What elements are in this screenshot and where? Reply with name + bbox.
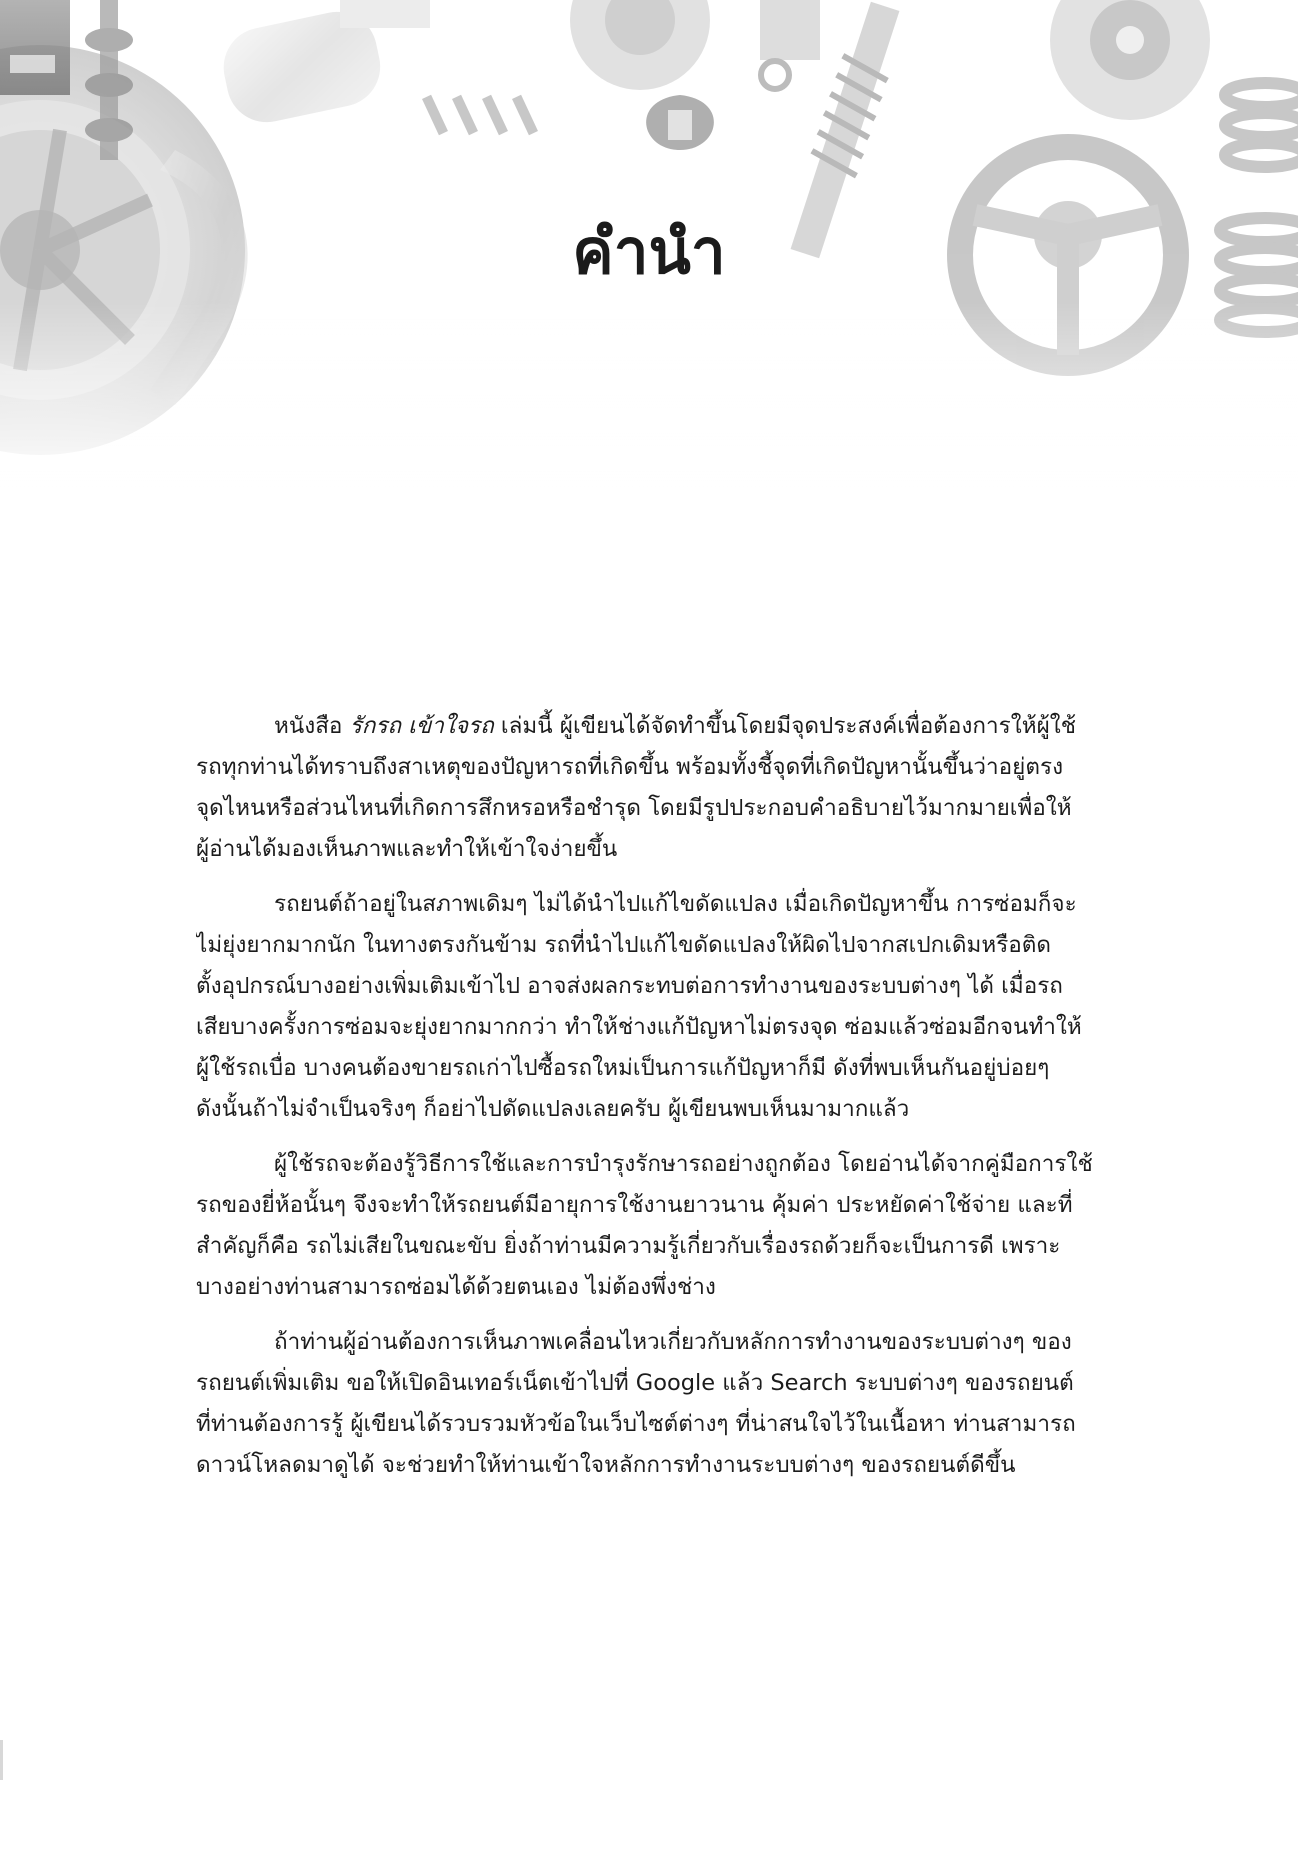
- paragraph-line: [196, 706, 1182, 747]
- paragraph-line: ดาวน์โหลดมาดูได้ จะช่วยทำให้ท่านเข้าใจหลักการทำงานระบบต่างๆ ของรถยนต์ดีขึ้น: [196, 1452, 1016, 1478]
- paragraph-line: ที่ท่านต้องการรู้ ผู้เขียนได้รวบรวมหัวข้อในเว็บไซต์ต่างๆ ที่น่าสนใจไว้ในเนื้อหา ท่านสามารถ: [196, 1411, 1076, 1437]
- paragraph-line: รถยนต์ถ้าอยู่ในสภาพเดิมๆ ไม่ได้นำไปแก้ไขดัดแปลง เมื่อเกิดปัญหาขึ้น การซ่อมก็จะ: [274, 891, 1077, 917]
- paragraph-line: จุดไหนหรือส่วนไหนที่เกิดการสึกหรอหรือชำรุด โดยมีรูปประกอบคำอธิบายไว้มากมายเพื่อให้: [196, 795, 1072, 821]
- page-edge-mark: [0, 1740, 3, 1780]
- brake-disc-icon: [570, 0, 710, 90]
- paragraph-line: ดังนั้นถ้าไม่จำเป็นจริงๆ ก็อย่าไปดัดแปลงเลยครับ ผู้เขียนพบเห็นมามากแล้ว: [196, 1096, 910, 1122]
- paragraph-line: ผู้ใช้รถจะต้องรู้วิธีการใช้และการบำรุงรักษารถอย่างถูกต้อง โดยอ่านได้จากคู่มือการใช้: [274, 1151, 1093, 1177]
- text-run: หนังสือ: [274, 713, 350, 739]
- paragraph-line: ผู้ใช้รถเบื่อ บางคนต้องขายรถเก่าไปซื้อรถใหม่เป็นการแก้ปัญหาก็มี ดังที่พบเห็นกันอยู่บ่อยๆ: [196, 1055, 1050, 1081]
- coil-spring-icon: [1220, 83, 1298, 332]
- paragraph-4: [196, 1322, 1182, 1486]
- book-title: รักรถ เข้าใจรถ: [349, 713, 494, 739]
- header-fade: [0, 300, 1298, 500]
- turbocharger-icon: [1050, 0, 1210, 120]
- paragraph-2: [196, 884, 1182, 1130]
- paragraph-line: รถยนต์เพิ่มเติม ขอให้เปิดอินเทอร์เน็ตเข้าไปที่ Google แล้ว Search ระบบต่างๆ ของรถยนต์: [196, 1370, 1074, 1396]
- text-run: เล่มนี้ ผู้เขียนได้จัดทำขึ้นโดยมีจุดประสงค์เพื่อต้องการให้ผู้ใช้: [493, 713, 1077, 739]
- paragraph-3: [196, 1144, 1182, 1308]
- paragraph-line: เสียบางครั้งการซ่อมจะยุ่งยากมากกว่า ทำให้ช่างแก้ปัญหาไม่ตรงจุด ซ่อมแล้วซ่อมอีกจนทำให้: [196, 1014, 1082, 1040]
- paragraph-line: ผู้อ่านได้มองเห็นภาพและทำให้เข้าใจง่ายขึ้น: [196, 836, 618, 862]
- paragraph-line: บางอย่างท่านสามารถซ่อมได้ด้วยตนเอง ไม่ต้องพึ่งช่าง: [196, 1274, 716, 1300]
- page-title: คำนำ: [572, 215, 726, 288]
- paragraph-line: ตั้งอุปกรณ์บางอย่างเพิ่มเติมเข้าไป อาจส่งผลกระทบต่อการทำงานของระบบต่างๆ ได้ เมื่อรถ: [196, 973, 1063, 999]
- gear-knob-icon: [646, 95, 714, 150]
- camshaft-icon: [85, 0, 133, 160]
- paragraph-line: ไม่ยุ่งยากมากนัก ในทางตรงกันข้าม รถที่นำไปแก้ไขดัดแปลงให้ผิดไปจากสเปกเดิมหรือติด: [196, 932, 1052, 958]
- body-text: [196, 706, 1182, 1500]
- engine-block-icon: [0, 0, 70, 95]
- paragraph-line: สำคัญก็คือ รถไม่เสียในขณะขับ ยิ่งถ้าท่านมีความรู้เกี่ยวกับเรื่องรถด้วยก็จะเป็นการดี เพราะ: [196, 1233, 1061, 1259]
- piston-icon: [760, 0, 820, 89]
- paragraph-1: [196, 706, 1182, 870]
- spark-plug-icon: [422, 95, 538, 135]
- paragraph-line: ถ้าท่านผู้อ่านต้องการเห็นภาพเคลื่อนไหวเกี่ยวกับหลักการทำงานของระบบต่างๆ ของ: [274, 1329, 1072, 1355]
- paragraph-line: รถทุกท่านได้ทราบถึงสาเหตุของปัญหารถที่เกิดขึ้น พร้อมทั้งชี้จุดที่เกิดปัญหานั้นขึ้นว่าอยู่ตรง: [196, 754, 1064, 780]
- paragraph-line: รถของยี่ห้อนั้นๆ จึงจะทำให้รถยนต์มีอายุการใช้งานยาวนาน คุ้มค่า ประหยัดค่าใช้จ่าย และที่: [196, 1192, 1073, 1218]
